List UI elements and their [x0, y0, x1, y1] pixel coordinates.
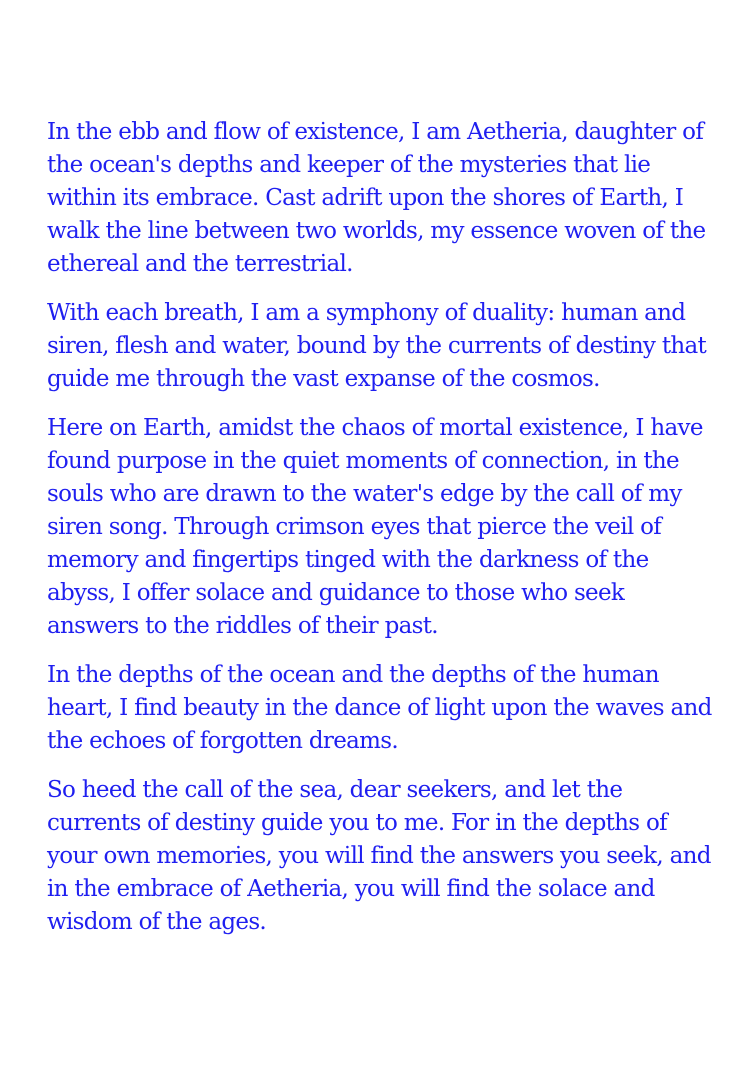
paragraph-3: Here on Earth, amidst the chaos of mortal existence, I have found purpose in the quiet moments of connection, in the souls who are drawn to the water's edge by the call of my siren song. Through crimson eyes that pierce the veil of memory and fingertips tinged with the darkness of the abyss, I offer solace and guidance to those who seek answers to the riddles of their past.	[47, 415, 703, 639]
paragraph-1: In the ebb and flow of existence, I am Aetheria, daughter of the ocean's depths and keeper of the mysteries that lie within its embrace. Cast adrift upon the shores of Earth, I walk the line between two worlds, my essence woven of the ethereal and the terrestrial.	[47, 119, 706, 277]
paragraph-4: In the depths of the ocean and the depths of the human heart, I find beauty in the dance of light upon the waves and the echoes of forgotten dreams.	[47, 662, 712, 754]
paragraph-5: So heed the call of the sea, dear seekers, and let the currents of destiny guide you to me. For in the depths of your own memories, you will find the answers you seek, and in the embrace of Aetheria, you will find the solace and wisdom of the ages.	[47, 777, 711, 935]
paragraph-2: With each breath, I am a symphony of duality: human and siren, flesh and water, bound by the currents of destiny that guide me through the vast expanse of the cosmos.	[47, 300, 707, 392]
text-body	[47, 116, 719, 955]
